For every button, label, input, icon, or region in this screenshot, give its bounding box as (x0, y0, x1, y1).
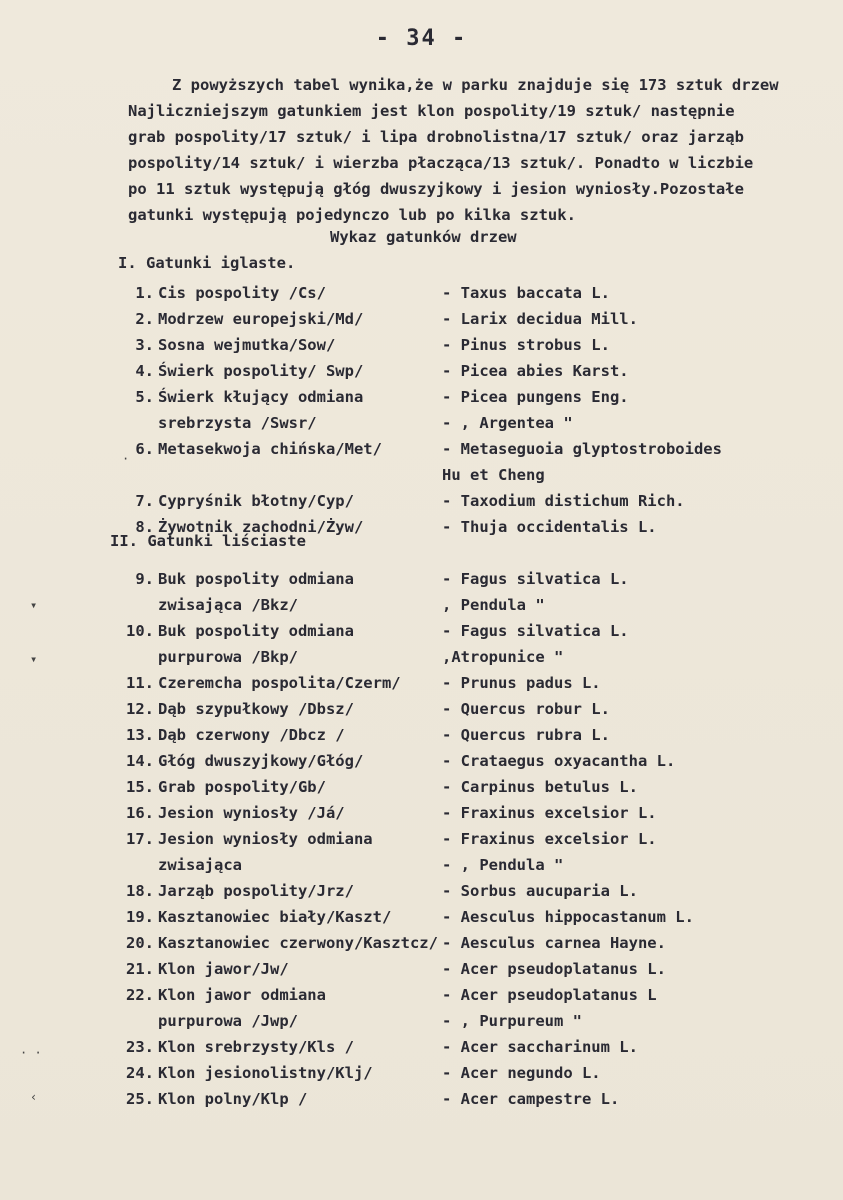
species-name-polish: Modrzew europejski/Md/ (158, 310, 364, 328)
species-row (0, 1012, 843, 1038)
species-name-latin: - Thuja occidentalis L. (442, 518, 657, 536)
species-name-polish: Żywotnik zachodni/Żyw/ (158, 518, 364, 536)
species-number: 19. (126, 908, 154, 926)
species-name-latin: - Fagus silvatica L. (442, 570, 629, 588)
species-name-polish: Sosna wejmutka/Sow/ (158, 336, 336, 354)
species-row (0, 648, 843, 674)
species-name-latin: - Taxodium distichum Rich. (442, 492, 685, 510)
species-name-polish: Metasekwoja chińska/Met/ (158, 440, 382, 458)
species-name-latin: - Acer campestre L. (442, 1090, 620, 1108)
intro-line: Najliczniejszym gatunkiem jest klon pospolity/19 sztuk/ następnie (128, 102, 735, 120)
species-name-polish: Jesion wyniosły /Já/ (158, 804, 345, 822)
species-name-polish: Jarząb pospolity/Jrz/ (158, 882, 354, 900)
species-number: 24. (126, 1064, 154, 1082)
species-row (0, 882, 843, 908)
species-number: 20. (126, 934, 154, 952)
species-row (0, 752, 843, 778)
species-name-latin: - Crataegus oxyacantha L. (442, 752, 676, 770)
species-row (0, 960, 843, 986)
species-row (0, 856, 843, 882)
species-name-latin: - Fagus silvatica L. (442, 622, 629, 640)
species-number: 22. (126, 986, 154, 1004)
species-name-latin: - Larix decidua Mill. (442, 310, 638, 328)
species-name-polish: Dąb szypułkowy /Dbsz/ (158, 700, 354, 718)
species-name-polish: zwisająca /Bkz/ (158, 596, 298, 614)
species-name-polish: Kasztanowiec czerwony/Kasztcz/ (158, 934, 438, 952)
species-name-latin: - , Pendula " (442, 856, 564, 874)
species-number: 6. (135, 440, 154, 458)
species-row (0, 1090, 843, 1116)
species-name-polish: Klon srebrzysty/Kls / (158, 1038, 354, 1056)
section-coniferous: I. Gatunki iglaste. (118, 254, 296, 272)
species-name-polish: Czeremcha pospolita/Czerm/ (158, 674, 401, 692)
species-name-latin: - Taxus baccata L. (442, 284, 610, 302)
intro-line: gatunki występują pojedynczo lub po kilka sztuk. (128, 206, 576, 224)
species-name-latin: - Acer pseudoplatanus L (442, 986, 657, 1004)
margin-mark: ▾ (30, 598, 38, 612)
species-row (0, 466, 843, 492)
species-name-polish: Klon jesionolistny/Klj/ (158, 1064, 373, 1082)
species-name-latin: - Pinus strobus L. (442, 336, 610, 354)
species-name-latin: - Picea pungens Eng. (442, 388, 629, 406)
species-name-polish: Klon jawor/Jw/ (158, 960, 289, 978)
species-row (0, 908, 843, 934)
species-name-polish: Dąb czerwony /Dbcz / (158, 726, 345, 744)
species-number: 14. (126, 752, 154, 770)
species-number: 15. (126, 778, 154, 796)
species-row (0, 674, 843, 700)
species-number: 21. (126, 960, 154, 978)
species-number: 12. (126, 700, 154, 718)
species-number: 3. (135, 336, 154, 354)
species-name-polish: Klon polny/Klp / (158, 1090, 308, 1108)
species-name-latin: - Quercus rubra L. (442, 726, 610, 744)
species-number: 9. (135, 570, 154, 588)
species-name-latin: - Quercus robur L. (442, 700, 610, 718)
margin-mark: · (122, 452, 130, 466)
species-name-polish: Klon jawor odmiana (158, 986, 326, 1004)
page-number: - 34 - (375, 26, 468, 51)
species-name-latin: - Fraxinus excelsior L. (442, 804, 657, 822)
species-row (0, 388, 843, 414)
species-row (0, 284, 843, 310)
species-number: 4. (135, 362, 154, 380)
species-name-polish: zwisająca (158, 856, 242, 874)
species-name-polish: Głóg dwuszyjkowy/Głóg/ (158, 752, 364, 770)
species-row (0, 986, 843, 1012)
species-row (0, 336, 843, 362)
species-name-polish: Cis pospolity /Cs/ (158, 284, 326, 302)
margin-mark: · · (20, 1046, 42, 1060)
species-row (0, 570, 843, 596)
intro-line: po 11 sztuk występują głóg dwuszyjkowy i jesion wyniosły.Pozostałe (128, 180, 744, 198)
species-name-polish: Grab pospolity/Gb/ (158, 778, 326, 796)
species-number: 13. (126, 726, 154, 744)
species-number: 25. (126, 1090, 154, 1108)
species-row (0, 726, 843, 752)
species-name-polish: purpurowa /Bkp/ (158, 648, 298, 666)
species-row (0, 492, 843, 518)
species-name-polish: Buk pospolity odmiana (158, 622, 354, 640)
intro-line: Z powyższych tabel wynika,że w parku znajduje się 173 sztuk drzew (172, 76, 779, 94)
species-name-polish: Buk pospolity odmiana (158, 570, 354, 588)
species-row (0, 1064, 843, 1090)
species-row (0, 622, 843, 648)
species-name-polish: Jesion wyniosły odmiana (158, 830, 373, 848)
species-name-latin: - Picea abies Karst. (442, 362, 629, 380)
species-name-polish: purpurowa /Jwp/ (158, 1012, 298, 1030)
intro-paragraph (128, 72, 828, 228)
section-deciduous: II. Gatunki liściaste (110, 532, 306, 550)
species-name-polish: Kasztanowiec biały/Kaszt/ (158, 908, 392, 926)
species-name-latin: - , Argentea " (442, 414, 573, 432)
species-name-latin: - Aesculus carnea Hayne. (442, 934, 666, 952)
species-name-latin: ,Atropunice " (442, 648, 564, 666)
species-row (0, 518, 843, 544)
species-name-latin: - Acer saccharinum L. (442, 1038, 638, 1056)
species-name-latin: , Pendula " (442, 596, 545, 614)
species-name-latin: - Fraxinus excelsior L. (442, 830, 657, 848)
species-name-polish: Świerk pospolity/ Swp/ (158, 362, 364, 380)
species-row (0, 414, 843, 440)
species-row (0, 804, 843, 830)
species-name-latin: - Aesculus hippocastanum L. (442, 908, 694, 926)
species-number: 8. (135, 518, 154, 536)
species-number: 11. (126, 674, 154, 692)
margin-mark: ‹ (30, 1090, 38, 1104)
species-number: 2. (135, 310, 154, 328)
species-name-latin: - Acer pseudoplatanus L. (442, 960, 666, 978)
species-name-latin: - Acer negundo L. (442, 1064, 601, 1082)
margin-mark: ▾ (30, 652, 38, 666)
species-row (0, 700, 843, 726)
species-number: 17. (126, 830, 154, 848)
species-row (0, 310, 843, 336)
species-number: 23. (126, 1038, 154, 1056)
species-number: 1. (135, 284, 154, 302)
species-name-polish: srebrzysta /Swsr/ (158, 414, 317, 432)
species-number: 7. (135, 492, 154, 510)
species-row (0, 1038, 843, 1064)
species-name-latin: Hu et Cheng (442, 466, 545, 484)
species-name-latin: - Carpinus betulus L. (442, 778, 638, 796)
species-row (0, 934, 843, 960)
species-name-latin: - Prunus padus L. (442, 674, 601, 692)
species-number: 16. (126, 804, 154, 822)
species-number: 18. (126, 882, 154, 900)
species-number: 5. (135, 388, 154, 406)
species-name-latin: - Metaseguoia glyptostroboides (442, 440, 722, 458)
species-number: 10. (126, 622, 154, 640)
species-name-latin: - Sorbus aucuparia L. (442, 882, 638, 900)
species-name-latin: - , Purpureum " (442, 1012, 582, 1030)
intro-line: pospolity/14 sztuk/ i wierzba płacząca/13 sztuk/. Ponadto w liczbie (128, 154, 754, 172)
species-name-polish: Świerk kłujący odmiana (158, 388, 364, 406)
species-row (0, 596, 843, 622)
species-name-polish: Cypryśnik błotny/Cyp/ (158, 492, 354, 510)
species-row (0, 830, 843, 856)
list-heading: Wykaz gatunków drzew (330, 228, 517, 246)
species-row (0, 362, 843, 388)
species-row (0, 778, 843, 804)
intro-line: grab pospolity/17 sztuk/ i lipa drobnolistna/17 sztuk/ oraz jarząb (128, 128, 744, 146)
